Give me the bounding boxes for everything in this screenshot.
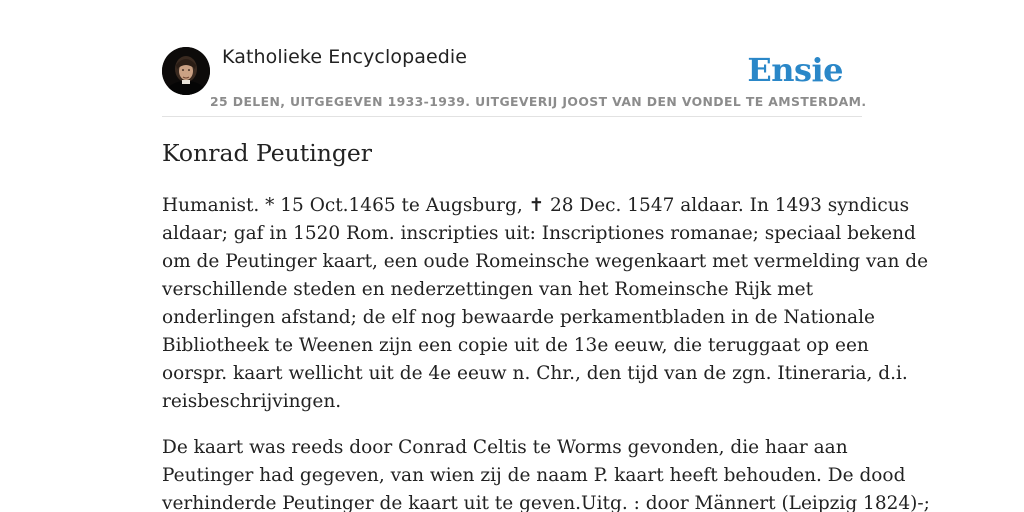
text-line: Humanist. * 15 Oct.1465 te Augsburg, ✝ 28 Dec. 1547 aldaar. In 1493 syndicus bbox=[162, 195, 910, 216]
text-line: verhinderde Peutinger de kaart uit te geven.Uitg. : door Männert (Leipzig 1824)-; bbox=[162, 493, 930, 512]
paragraph-2 bbox=[162, 434, 930, 512]
portrait-icon bbox=[162, 47, 210, 95]
text-line: aldaar; gaf in 1520 Rom. inscripties uit: Inscriptiones romanae; speciaal bekend bbox=[162, 223, 916, 244]
source-avatar-icon[interactable] bbox=[162, 47, 210, 95]
text-line: De kaart was reeds door Conrad Celtis te Worms gevonden, die haar aan bbox=[162, 437, 848, 458]
article-body bbox=[162, 192, 930, 512]
text-line: oorspr. kaart wellicht uit de 4e eeuw n. Chr., den tijd van de zgn. Itineraria, d.i. bbox=[162, 363, 908, 384]
article-title: Konrad Peutinger bbox=[162, 139, 373, 167]
text-line: onderlingen afstand; de elf nog bewaarde perkamentbladen in de Nationale bbox=[162, 307, 875, 328]
text-line: om de Peutinger kaart, een oude Romeinsche wegenkaart met vermelding van de bbox=[162, 251, 929, 272]
source-header bbox=[162, 44, 867, 117]
text-line: Peutinger had gegeven, van wien zij de naam P. kaart heeft behouden. De dood bbox=[162, 465, 906, 486]
text-line: reisbeschrijvingen. bbox=[162, 391, 342, 412]
source-title[interactable]: Katholieke Encyclopaedie bbox=[222, 46, 468, 68]
ensie-logo-link[interactable]: Ensie bbox=[747, 51, 843, 89]
text-line: Bibliotheek te Weenen zijn een copie uit de 13e eeuw, die teruggaat op een bbox=[162, 335, 869, 356]
source-meta: 25 DELEN, UITGEGEVEN 1933-1939. UITGEVERIJ JOOST VAN DEN VONDEL TE AMSTERDAM. bbox=[210, 94, 867, 109]
text-line: verschillende steden en nederzettingen van het Romeinsche Rijk met bbox=[162, 279, 814, 300]
paragraph-1 bbox=[162, 192, 929, 416]
